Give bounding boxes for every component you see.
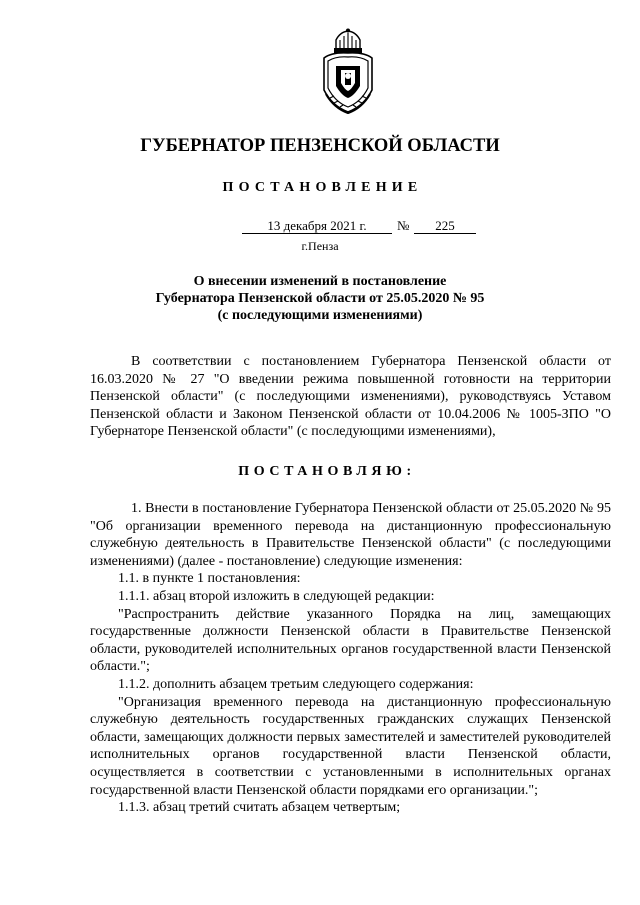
authority-title: ГУБЕРНАТОР ПЕНЗЕНСКОЙ ОБЛАСТИ [140,136,500,156]
subject-line-3: (с последующими изменениями) [217,308,423,323]
document-type: ПОСТАНОВЛЕНИЕ [222,180,423,195]
document-number: 225 [414,218,476,234]
paragraph-1-1-2: 1.1.2. дополнить абзацем третьим следующего содержания: [118,676,474,692]
quote-2: "Организация временного перевода на дистанционную профессиональную служебную деятельность государственных гражданских служащих Пензенской области, замещающих должности первых заместителей и заместителей руководителей исполнительных органов государственной власти Пензенской области, осуществляется в соответствии с установленными в исполнительных органах государственной власти Пензенской области порядками его организации."; [90,694,611,798]
subject-line-1: О внесении изменений в постановление [193,274,447,289]
resolution-body [90,500,611,817]
paragraph-1-1: 1.1. в пункте 1 постановления: [118,571,301,587]
document-subject [0,273,640,324]
preamble-block [90,353,611,441]
paragraph-1: 1. Внести в постановление Губернатора Пензенской области от 25.05.2020 № 95 "Об организации временного перевода на дистанционную профессиональную служебную деятельность в Правительстве Пензенской области" (с последующими изменениями) (далее - постановление) следующие изменения: [90,501,611,569]
resolve-heading: ПОСТАНОВЛЯЮ: [238,464,416,479]
coat-of-arms-emblem [318,28,378,114]
paragraph-1-1-3: 1.1.3. абзац третий считать абзацем четвертым; [118,800,401,816]
subject-line-2: Губернатора Пензенской области от 25.05.2020 № 95 [155,291,485,306]
document-city: г.Пенза [301,239,339,253]
number-label: № [397,218,410,233]
document-date: 13 декабря 2021 г. [242,218,392,234]
quote-1: "Распространить действие указанного Порядка на лиц, замещающих государственные должности Пензенской области в Правительстве Пензенской области, руководителей исполнительных органов государственной власти Пензенской области."; [90,606,611,675]
preamble-text: В соответствии с постановлением Губернатора Пензенской области от 16.03.2020 № 27 "О введении режима повышенной готовности на территории Пензенской области" (с последующими изменениями), руководствуясь Уставом Пензенской области и Законом Пензенской области от 10.04.2006 № 1005-ЗПО "О Губернаторе Пензенской области" (с последующими изменениями), [90,354,611,440]
document-meta [0,218,640,236]
paragraph-1-1-1: 1.1.1. абзац второй изложить в следующей редакции: [118,588,435,604]
